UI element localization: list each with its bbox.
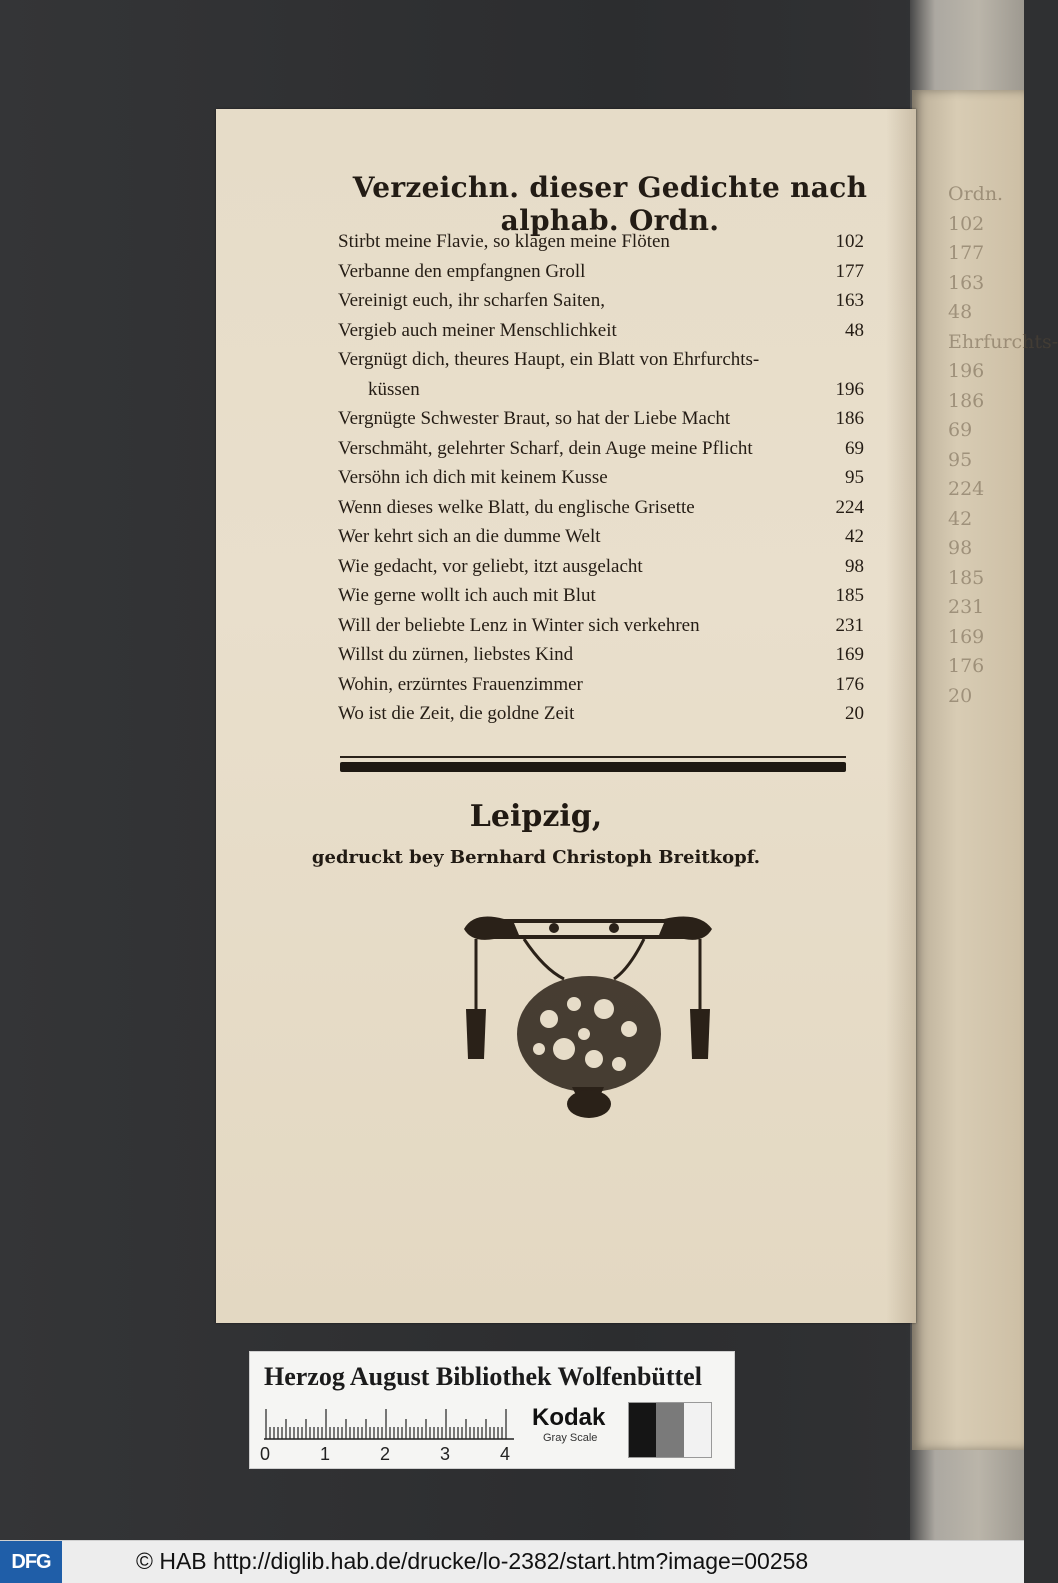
ornamental-rule — [340, 762, 846, 772]
index-entry — [338, 227, 864, 257]
entry-page-number: 48 — [845, 319, 864, 341]
entry-page-number: 69 — [845, 437, 864, 459]
ruler-number-0: 0 — [260, 1444, 271, 1464]
entry-page-number: 169 — [835, 644, 864, 665]
entry-page-number: 176 — [835, 673, 864, 695]
ruler-number-1: 1 — [320, 1444, 331, 1464]
facing-page-fragment: Ordn. — [948, 183, 1004, 205]
facing-page-fragment: 20 — [948, 684, 973, 707]
gray-patch-black — [629, 1403, 656, 1457]
index-entry — [338, 404, 864, 434]
entry-title: Wie gerne wollt ich auch mit Blut — [338, 585, 596, 606]
ruler-number-4: 4 — [500, 1444, 511, 1464]
entry-title: Willst du zürnen, liebstes Kind — [338, 644, 574, 665]
entry-title: Wo ist die Zeit, die goldne Zeit — [338, 703, 575, 724]
entry-page-number: 224 — [835, 496, 864, 518]
imprint-place: Leipzig, — [469, 799, 603, 834]
index-entry — [338, 316, 864, 346]
facing-page-fragment: 98 — [948, 537, 973, 559]
index-entry — [338, 640, 864, 670]
dfg-logo: DFG — [0, 1541, 62, 1583]
measuring-ruler — [264, 1404, 514, 1440]
index-entry — [338, 257, 864, 287]
entry-page-number: 196 — [835, 378, 864, 400]
index-entry — [338, 699, 864, 729]
index-entry — [338, 581, 864, 611]
entry-title: Will der beliebte Lenz in Winter sich verkehren — [338, 614, 700, 636]
imprint-printer: gedruckt bey Bernhard Christoph Breitkopf. — [311, 847, 761, 868]
entry-page-number: 20 — [845, 703, 864, 724]
entry-page-number: 177 — [835, 260, 864, 282]
gray-patch-white — [684, 1403, 711, 1457]
copyright-link[interactable]: © HAB http://diglib.hab.de/drucke/lo-2382/start.htm?image=00258 — [136, 1548, 809, 1574]
entry-title: Wer kehrt sich an die dumme Welt — [338, 526, 601, 547]
entry-title: Vergieb auch meiner Menschlichkeit — [338, 319, 617, 341]
entry-page-number: 98 — [845, 555, 864, 577]
entry-title: Vergnügte Schwester Braut, so hat der Liebe Macht — [338, 408, 731, 429]
entry-title: Verschmäht, gelehrter Scharf, dein Auge meine Pflicht — [338, 437, 753, 459]
entry-page-number: 95 — [845, 467, 864, 488]
kodak-brand: Kodak — [532, 1404, 606, 1431]
viewer-footer — [0, 1540, 1024, 1583]
gray-scale-label: Gray Scale — [543, 1432, 598, 1444]
page-heading: Verzeichn. dieser Gedichte nach alphab. Ordn. — [352, 171, 868, 237]
index-entry — [338, 493, 864, 523]
fruit-basket-vignette — [454, 909, 722, 1159]
facing-page-fragment: 186 — [948, 389, 985, 412]
facing-page-fragment: 177 — [948, 242, 985, 264]
facing-page-fragment: 42 — [948, 507, 973, 530]
facing-page-bleed-text — [948, 180, 1058, 711]
entry-title: Wenn dieses welke Blatt, du englische Grisette — [338, 496, 695, 518]
facing-page-fragment: 69 — [948, 419, 973, 441]
entry-page-number: 163 — [835, 290, 864, 311]
index-entry — [338, 670, 864, 700]
entry-title: Stirbt meine Flavie, so klagen meine Flöten — [338, 231, 670, 252]
facing-page-fragment: Ehrfurchts- — [948, 330, 1058, 353]
facing-page-fragment: 95 — [948, 448, 973, 471]
entry-page-number: 42 — [845, 526, 864, 547]
entry-page-number: 102 — [835, 231, 864, 252]
color-calibration-card — [249, 1351, 735, 1469]
index-entry — [338, 522, 864, 552]
ruler-number-2: 2 — [380, 1444, 391, 1464]
index-entry — [338, 286, 864, 316]
index-entry — [338, 345, 864, 375]
facing-page-fragment: 169 — [948, 625, 985, 648]
gray-scale-patches — [628, 1402, 712, 1458]
index-entry — [338, 611, 864, 641]
facing-page-fragment: 48 — [948, 301, 973, 323]
facing-page-fragment: 224 — [948, 478, 985, 500]
entry-title: Wohin, erzürntes Frauenzimmer — [338, 673, 583, 695]
facing-page-fragment: 231 — [948, 596, 985, 618]
index-entry — [338, 552, 864, 582]
facing-page-fragment: 102 — [948, 212, 985, 235]
library-name: Herzog August Bibliothek Wolfenbüttel — [264, 1362, 702, 1391]
entry-title: Versöhn ich dich mit keinem Kusse — [338, 467, 608, 488]
entry-title: Verbanne den empfangnen Groll — [338, 260, 586, 282]
entry-title: Wie gedacht, vor geliebt, itzt ausgelacht — [338, 555, 643, 577]
index-list — [338, 227, 864, 729]
ruler-number-3: 3 — [440, 1444, 451, 1464]
facing-page-fragment: 163 — [948, 271, 985, 294]
facing-page-fragment: 176 — [948, 655, 985, 677]
gray-patch-mid — [656, 1403, 683, 1457]
entry-page-number: 231 — [835, 614, 864, 636]
entry-page-number: 186 — [835, 408, 864, 429]
index-entry — [338, 434, 864, 464]
entry-title: Vergnügt dich, theures Haupt, ein Blatt von Ehrfurchts- — [338, 349, 760, 370]
entry-title: küssen — [368, 378, 420, 400]
index-entry — [338, 463, 864, 493]
facing-page-fragment: 185 — [948, 566, 985, 589]
index-entry — [338, 375, 864, 405]
entry-title: Vereinigt euch, ihr scharfen Saiten, — [338, 290, 605, 311]
facing-page-fragment: 196 — [948, 360, 985, 382]
entry-page-number: 185 — [835, 585, 864, 606]
book-page — [216, 109, 916, 1323]
